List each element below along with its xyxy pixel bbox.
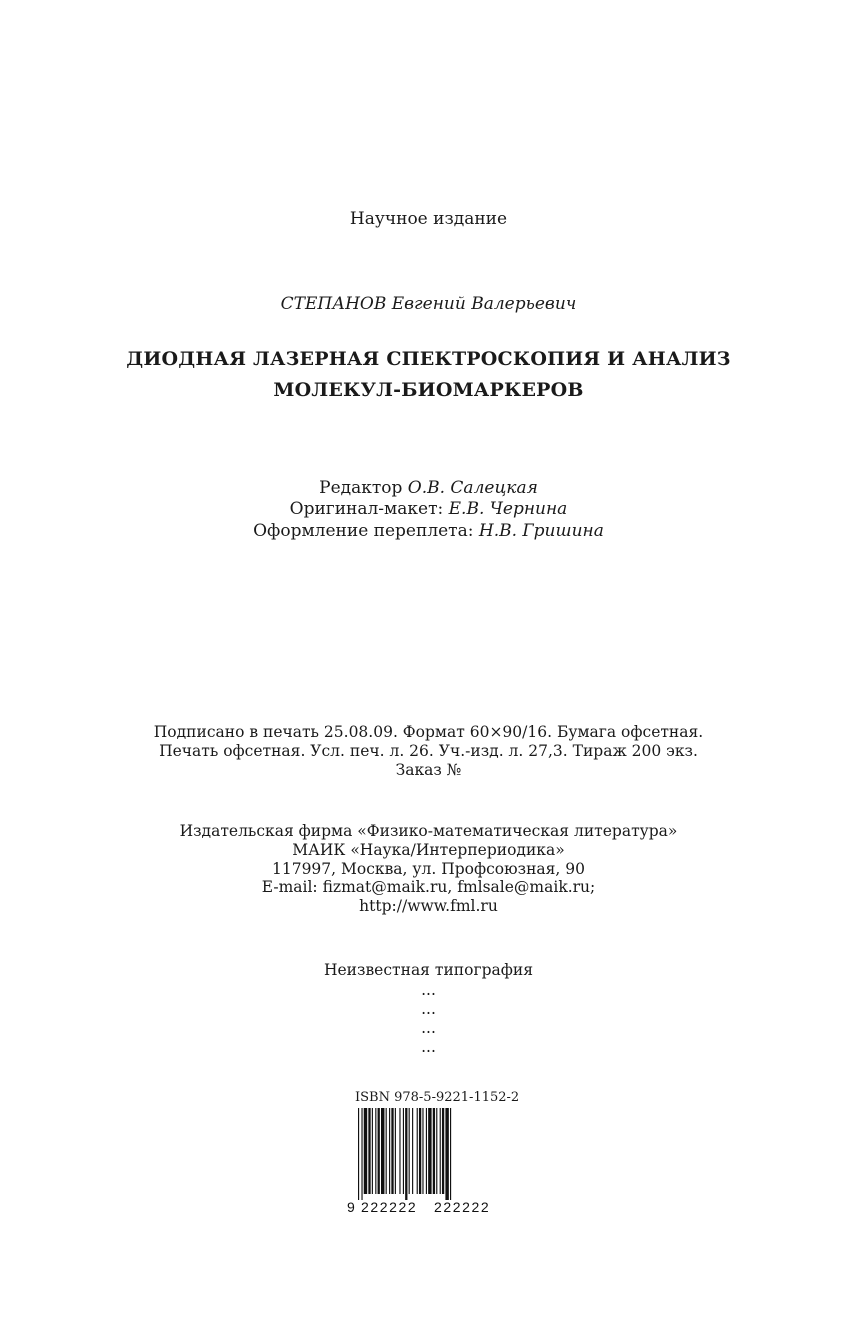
publisher-line: Издательская фирма «Физико-математическая литература» xyxy=(179,822,678,840)
credit-name: Е.В. Чернина xyxy=(448,499,568,519)
barcode-bar xyxy=(391,1108,393,1194)
barcode-bar xyxy=(442,1108,444,1194)
credit-layout xyxy=(0,499,857,519)
barcode-bar xyxy=(386,1108,387,1194)
barcode-bar xyxy=(399,1108,400,1194)
barcode-bar xyxy=(378,1108,380,1194)
barcode-bar xyxy=(358,1108,359,1200)
credit-role: Оформление переплета: xyxy=(253,521,474,541)
barcode-bar xyxy=(450,1108,451,1200)
barcode-bar xyxy=(389,1108,390,1194)
barcode-bar xyxy=(433,1108,435,1194)
barcode-bar xyxy=(445,1108,448,1200)
barcode-bar xyxy=(419,1108,421,1194)
printer-line: ... xyxy=(421,981,436,999)
barcode-bar xyxy=(417,1108,418,1194)
barcode-left-digits: 222222 xyxy=(361,1199,418,1215)
barcode-right-digits: 222222 xyxy=(434,1199,491,1215)
barcode-bar xyxy=(372,1108,373,1194)
isbn-label: ISBN 978-5-9221-1152-2 xyxy=(355,1090,520,1105)
barcode-first-digit: 9 xyxy=(347,1199,355,1215)
barcode-bar xyxy=(426,1108,427,1194)
printer-line: ... xyxy=(421,1000,436,1018)
barcode-bar xyxy=(412,1108,413,1194)
print-info-line: Печать офсетная. Усл. печ. л. 26. Уч.-изд. л. 27,3. Тираж 200 экз. xyxy=(159,742,698,760)
book-title-line-1: ДИОДНАЯ ЛАЗЕРНАЯ СПЕКТРОСКОПИЯ И АНАЛИЗ xyxy=(126,348,731,370)
credit-name: О.В. Салецкая xyxy=(407,478,538,498)
print-info-line: Заказ № xyxy=(395,761,462,779)
barcode-bar xyxy=(409,1108,410,1194)
credit-role: Редактор xyxy=(319,478,403,498)
barcode-bar xyxy=(364,1108,367,1194)
barcode-bars xyxy=(358,1108,451,1200)
publisher-website: http://www.fml.ru xyxy=(359,897,498,915)
credit-role: Оригинал-макет: xyxy=(289,499,444,519)
printer-line: ... xyxy=(421,1038,436,1056)
author-name: СТЕПАНОВ Евгений Валерьевич xyxy=(280,294,577,314)
barcode-bar xyxy=(422,1108,423,1194)
printer-name: Неизвестная типография xyxy=(323,961,533,979)
barcode-bar xyxy=(436,1108,437,1194)
print-info-line: Подписано в печать 25.08.09. Формат 60×90/16. Бумага офсетная. xyxy=(153,723,704,741)
credit-cover-design xyxy=(0,521,857,541)
barcode-bar xyxy=(405,1108,407,1200)
barcode-bar xyxy=(395,1108,396,1194)
barcode-bar xyxy=(375,1108,376,1194)
barcode-bar xyxy=(440,1108,441,1194)
series-label: Научное издание xyxy=(349,209,508,229)
credit-editor xyxy=(0,478,857,498)
printer-line: ... xyxy=(421,1019,436,1037)
book-title-line-2: МОЛЕКУЛ-БИОМАРКЕРОВ xyxy=(273,379,584,401)
publisher-address: 117997, Москва, ул. Профсоюзная, 90 xyxy=(271,860,586,878)
barcode-bar xyxy=(368,1108,370,1194)
barcode-bar xyxy=(428,1108,431,1194)
publisher-email: E-mail: fizmat@maik.ru, fmlsale@maik.ru; xyxy=(261,878,596,896)
barcode-bar xyxy=(361,1108,362,1200)
credit-name: Н.В. Гришина xyxy=(478,521,604,541)
barcode-image xyxy=(344,1106,510,1216)
barcode-bar xyxy=(381,1108,384,1194)
publisher-line: МАИК «Наука/Интерпериодика» xyxy=(292,841,565,859)
barcode-bar xyxy=(403,1108,404,1194)
